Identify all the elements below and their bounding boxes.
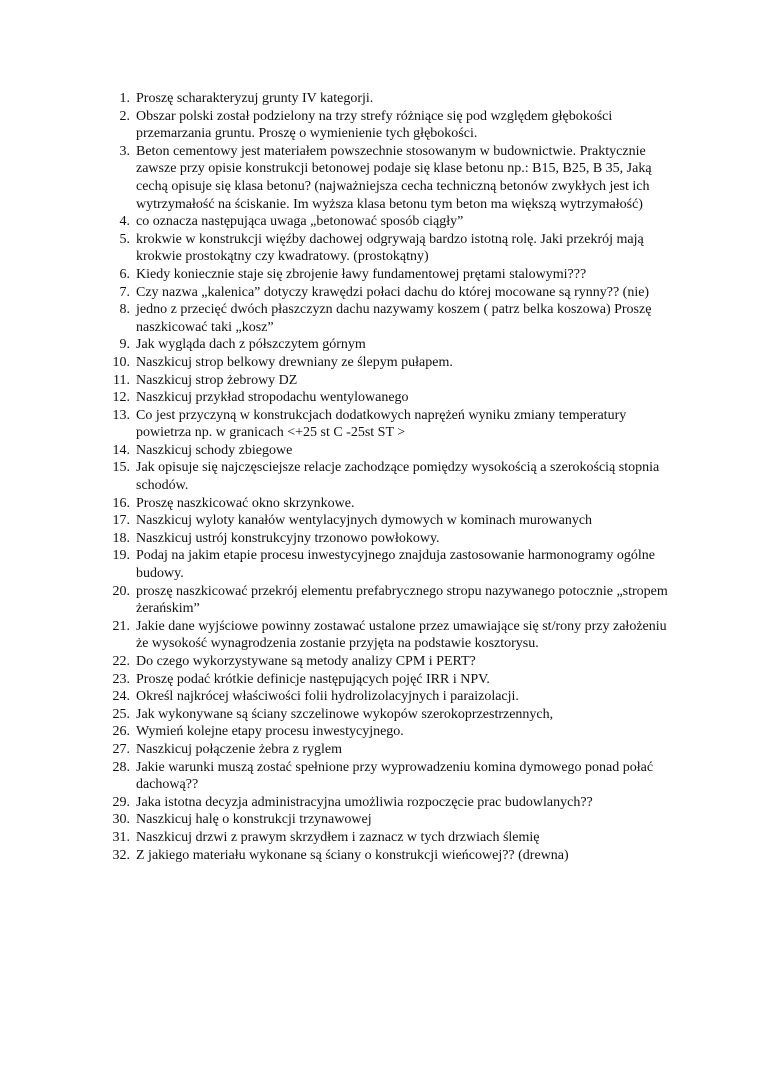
question-number: 9. [119,337,130,353]
question-number: 15. [112,460,130,476]
question-number: 22. [112,654,130,669]
question-number: 5. [119,231,130,247]
question-item [108,407,668,442]
question-text: Jak wykonywane są ściany szczelinowe wykopów szerokoprzestrzennych, [136,706,554,722]
question-text: Wymień kolejne etapy procesu inwestycyjnego. [136,724,404,740]
question-text: Naszkicuj strop belkowy drewniany ze ślepym pułapem. [136,354,453,370]
question-item [108,284,668,302]
question-text: Kiedy koniecznie staje się zbrojenie ławy fundamentowej prętami stalowymi??? [136,266,587,282]
question-item [108,583,668,618]
question-item [108,811,668,829]
question-number: 7. [119,284,130,300]
question-text: krokwie w konstrukcji więźby dachowej odgrywają bardzo istotną rolę. Jaki przekrój mają krokwie prostokątny czy kwadratowy. (prostokątny) [136,231,644,265]
question-text: Obszar polski został podzielony na trzy strefy różniące się pod względem głębokości przemarzania gruntu. Proszę o wymienienie tych głębokości. [136,108,613,142]
question-number: 26. [112,724,130,740]
question-text: Proszę scharakteryzuj grunty IV kategorji. [136,91,374,106]
question-text: Proszę podać krótkie definicje następujących pojęć IRR i NPV. [136,671,490,687]
question-number: 27. [112,741,130,757]
question-item [108,213,668,231]
question-text: Jaka istotna decyzja administracyjna umożliwia rozpoczęcie prac budowlanych?? [136,794,593,810]
question-item [108,794,668,812]
question-text: Jak wygląda dach z półszczytem górnym [136,337,366,353]
question-text: Naszkicuj schody zbiegowe [136,442,293,458]
question-number: 14. [112,442,130,458]
question-text: Naszkicuj strop żebrowy DZ [136,372,298,388]
question-item [108,90,668,108]
question-item [108,547,668,582]
question-item [108,231,668,266]
question-number: 23. [112,671,130,687]
question-number: 32. [112,847,130,863]
question-number: 6. [119,266,130,282]
question-text: jedno z przecięć dwóch płaszczyzn dachu nazywamy koszem ( patrz belka koszowa) Proszę naszkicować taki „kosz” [136,302,652,335]
question-list [108,90,668,864]
question-number: 10. [112,354,130,370]
question-number: 1. [119,91,130,106]
question-text: Naszkicuj ustrój konstrukcyjny trzonowo powłokowy. [136,530,440,546]
question-number: 8. [119,302,130,318]
question-number: 21. [112,618,130,634]
question-item [108,354,668,372]
question-item [108,847,668,865]
question-item [108,266,668,284]
question-number: 20. [112,583,130,599]
question-number: 30. [112,812,130,828]
question-item [108,618,668,653]
question-item [108,442,668,460]
question-text: proszę naszkicować przekrój elementu prefabrycznego stropu nazywanego potocznie „stropem żerańskim” [136,583,668,617]
question-text: Co jest przyczyną w konstrukcjach dodatkowych naprężeń wyniku zmiany temperatury powietrza np. w granicach <+25 st C -25st ST > [136,407,627,441]
question-text: Proszę naszkicować okno skrzynkowe. [136,495,355,511]
question-item [108,495,668,513]
question-text: Podaj na jakim etapie procesu inwestycyjnego znajduja zastosowanie harmonogramy ogólne budowy. [136,548,656,582]
question-number: 24. [112,689,130,705]
question-item [108,512,668,530]
question-number: 3. [119,143,130,159]
question-number: 29. [112,794,130,810]
question-item [108,688,668,706]
question-item [108,108,668,143]
question-text: Jakie dane wyjściowe powinny zostawać ustalone przez umawiające się st/rony przy założeniu że wysokość wynagrodzenia zostanie przyjęta na podstawie kosztorysu. [136,618,667,652]
question-text: Beton cementowy jest materiałem powszechnie stosowanym w budownictwie. Praktycznie zawsze przy opisie konstrukcji betonowej podaje się klase betonu np.: B15, B25, B 35, Jaką cechą opisuje się klasa betonu? (najważniejsza cecha techniczną betonów zwykłych jest ich wytrzymałość na ściskanie. Im wyższa klasa betonu tym beton ma większą wytrzymałość) [136,143,652,212]
question-item [108,653,668,671]
question-item [108,143,668,213]
question-text: Do czego wykorzystywane są metody analizy CPM i PERT? [136,654,476,669]
question-text: Naszkicuj wyloty kanałów wentylacyjnych dymowych w kominach murowanych [136,513,593,529]
question-item [108,706,668,724]
question-text: Naszkicuj przykład stropodachu wentylowanego [136,390,409,406]
question-item [108,741,668,759]
question-text: Jakie warunki muszą zostać spełnione przy wyprowadzeniu komina dymowego ponad połać dachową?? [136,759,654,793]
question-item [108,389,668,407]
question-item [108,829,668,847]
question-item [108,723,668,741]
question-text: Jak opisuje się najczęsciejsze relacje zachodzące pomiędzy wysokością a szerokością stopnia schodów. [136,460,660,494]
question-item [108,336,668,354]
question-item [108,301,668,336]
question-text: Określ najkrócej właściwości folii hydrolizolacyjnych i paraizolacji. [136,689,519,705]
question-number: 4. [119,214,130,230]
question-number: 17. [112,513,130,529]
question-item [108,671,668,689]
question-item [108,459,668,494]
question-item [108,759,668,794]
question-number: 16. [112,495,130,511]
question-item [108,530,668,548]
question-number: 2. [119,108,130,124]
question-item [108,372,668,390]
question-text: co oznacza następująca uwaga „betonować sposób ciągły” [136,214,464,230]
question-number: 28. [112,759,130,775]
question-text: Z jakiego materiału wykonane są ściany o konstrukcji wieńcowej?? (drewna) [136,847,569,863]
question-number: 11. [113,372,130,388]
question-text: Czy nazwa „kalenica” dotyczy krawędzi połaci dachu do której mocowane są rynny?? (nie) [136,284,650,300]
question-number: 31. [112,829,130,845]
question-number: 12. [112,390,130,406]
question-text: Naszkicuj halę o konstrukcji trzynawowej [136,812,372,828]
question-number: 18. [112,530,130,546]
question-number: 19. [112,548,130,564]
question-text: Naszkicuj drzwi z prawym skrzydłem i zaznacz w tych drzwiach ślemię [136,829,540,845]
question-number: 25. [112,706,130,722]
question-number: 13. [112,407,130,423]
question-text: Naszkicuj połączenie żebra z ryglem [136,741,343,757]
